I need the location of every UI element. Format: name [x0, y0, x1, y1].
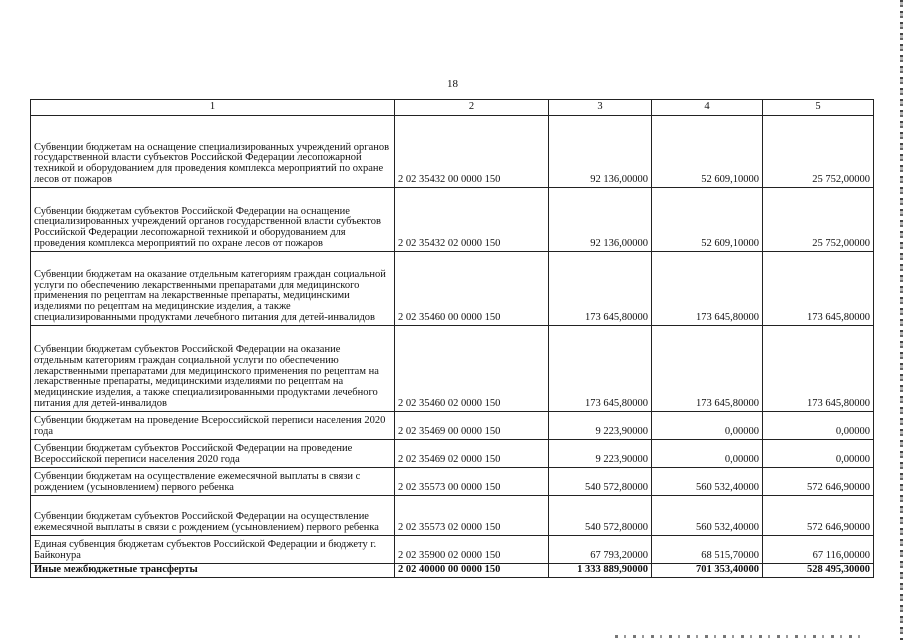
table-row — [31, 495, 874, 535]
row-code: 2 02 35469 02 0000 150 — [395, 439, 549, 467]
row-code: 2 02 35432 00 0000 150 — [395, 115, 549, 187]
row-name: Субвенции бюджетам субъектов Российской Федерации на осуществление ежемесячной выплаты в связи с рождением (усыновлением) первого ребенка — [31, 495, 395, 535]
row-value-col4: 0,00000 — [652, 411, 763, 439]
table-row — [31, 411, 874, 439]
row-value-col5: 25 752,00000 — [763, 187, 874, 251]
total-value-col4: 701 353,40000 — [652, 563, 763, 577]
table-row — [31, 467, 874, 495]
row-value-col5: 0,00000 — [763, 411, 874, 439]
table-row — [31, 115, 874, 187]
row-value-col5: 173 645,80000 — [763, 251, 874, 325]
row-value-col4: 52 609,10000 — [652, 187, 763, 251]
table-header-row — [31, 100, 874, 116]
row-name: Субвенции бюджетам субъектов Российской Федерации на проведение Всероссийской переписи населения 2020 года — [31, 439, 395, 467]
row-code: 2 02 35900 02 0000 150 — [395, 535, 549, 563]
table-row — [31, 439, 874, 467]
row-value-col3: 173 645,80000 — [549, 251, 652, 325]
row-code: 2 02 35573 02 0000 150 — [395, 495, 549, 535]
table-row — [31, 251, 874, 325]
row-value-col4: 52 609,10000 — [652, 115, 763, 187]
row-value-col3: 9 223,90000 — [549, 439, 652, 467]
row-code: 2 02 35573 00 0000 150 — [395, 467, 549, 495]
row-value-col3: 67 793,20000 — [549, 535, 652, 563]
column-header: 2 — [395, 100, 549, 116]
row-value-col3: 173 645,80000 — [549, 325, 652, 411]
row-code: 2 02 35460 00 0000 150 — [395, 251, 549, 325]
row-value-col3: 92 136,00000 — [549, 115, 652, 187]
row-value-col3: 92 136,00000 — [549, 187, 652, 251]
table-row — [31, 187, 874, 251]
row-value-col4: 560 532,40000 — [652, 495, 763, 535]
row-value-col5: 173 645,80000 — [763, 325, 874, 411]
page-number: 18 — [447, 78, 458, 90]
total-value-col5: 528 495,30000 — [763, 563, 874, 577]
column-header: 4 — [652, 100, 763, 116]
row-name: Субвенции бюджетам на оказание отдельным категориям граждан социальной услуги по обеспечению лекарственными препаратами для медицинского применения по рецептам на лекарственные препараты, медицинскими изделиями по рецептам на медицинские изделия, а также специализированными продуктами лечебного питания для детей-инвалидов — [31, 251, 395, 325]
row-value-col3: 540 572,80000 — [549, 495, 652, 535]
row-value-col5: 572 646,90000 — [763, 495, 874, 535]
row-name: Единая субвенция бюджетам субъектов Российской Федерации и бюджету г. Байконура — [31, 535, 395, 563]
row-code: 2 02 35460 02 0000 150 — [395, 325, 549, 411]
row-value-col4: 68 515,70000 — [652, 535, 763, 563]
column-header: 5 — [763, 100, 874, 116]
row-name: Субвенции бюджетам на осуществление ежемесячной выплаты в связи с рождением (усыновлением) первого ребенка — [31, 467, 395, 495]
total-value-col3: 1 333 889,90000 — [549, 563, 652, 577]
scan-bottom-artifact — [615, 635, 865, 638]
row-name: Субвенции бюджетам на оснащение специализированных учреждений органов государственной власти субъектов Российской Федерации лесопожарной техникой и оборудованием для проведения комплекса мероприятий по охране лесов от пожаров — [31, 115, 395, 187]
row-value-col5: 572 646,90000 — [763, 467, 874, 495]
row-name: Субвенции бюджетам субъектов Российской Федерации на оснащение специализированных учреждений органов государственной власти субъектов Российской Федерации лесопожарной техникой и оборудованием для проведения комплекса мероприятий по охране лесов от пожаров — [31, 187, 395, 251]
scan-edge-artifact — [900, 0, 903, 640]
row-value-col4: 0,00000 — [652, 439, 763, 467]
column-header: 1 — [31, 100, 395, 116]
row-value-col4: 173 645,80000 — [652, 251, 763, 325]
total-name: Иные межбюджетные трансферты — [31, 563, 395, 577]
row-code: 2 02 35469 00 0000 150 — [395, 411, 549, 439]
budget-table — [30, 99, 874, 578]
row-value-col3: 9 223,90000 — [549, 411, 652, 439]
row-value-col4: 560 532,40000 — [652, 467, 763, 495]
row-value-col5: 67 116,00000 — [763, 535, 874, 563]
table-row — [31, 535, 874, 563]
table-total-row — [31, 563, 874, 577]
table-row — [31, 325, 874, 411]
row-value-col5: 25 752,00000 — [763, 115, 874, 187]
column-header: 3 — [549, 100, 652, 116]
row-value-col4: 173 645,80000 — [652, 325, 763, 411]
row-name: Субвенции бюджетам на проведение Всероссийской переписи населения 2020 года — [31, 411, 395, 439]
row-code: 2 02 35432 02 0000 150 — [395, 187, 549, 251]
row-name: Субвенции бюджетам субъектов Российской Федерации на оказание отдельным категориям граждан социальной услуги по обеспечению лекарственными препаратами для медицинского применения по рецептам на лекарственные препараты, медицинскими изделиями по рецептам на медицинские изделия, а также специализированными продуктами лечебного питания для детей-инвалидов — [31, 325, 395, 411]
total-code: 2 02 40000 00 0000 150 — [395, 563, 549, 577]
row-value-col3: 540 572,80000 — [549, 467, 652, 495]
row-value-col5: 0,00000 — [763, 439, 874, 467]
